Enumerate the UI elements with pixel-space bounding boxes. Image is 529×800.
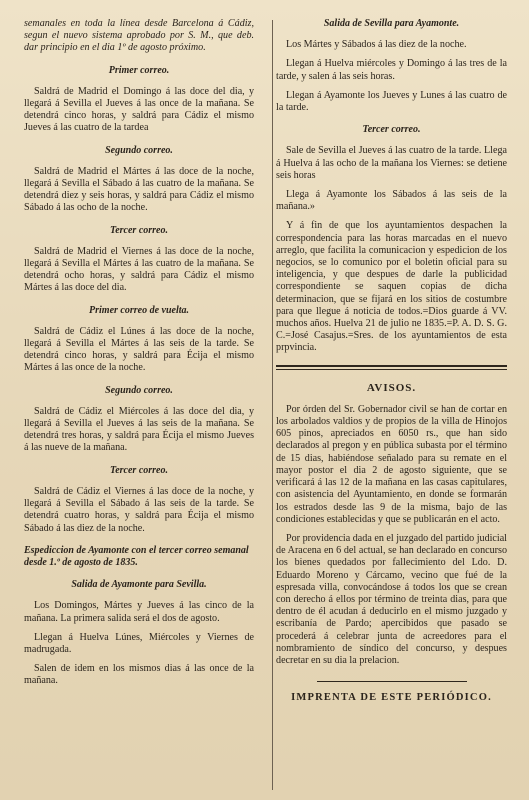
- left-column: [24, 18, 254, 790]
- section-heading: Tercer correo.: [110, 464, 168, 476]
- schedule-paragraph: Los Domingos, Mártes y Jueves á las cinco de la mañana. La primera salida será el dos de agosto.: [24, 600, 255, 624]
- section-text: Saldrá de Madrid el Viernes á las doce de la noche, llegará á Sevilla el Mártes á las cuatro de la mañana. Se detendrá ocho horas, y saldrá para Cádiz el mismo Mártes á las doce del dia.: [24, 245, 255, 294]
- section-heading: Segundo correo.: [105, 384, 173, 396]
- avisos-title: AVISOS.: [366, 381, 417, 394]
- section-heading: Segundo correo.: [105, 144, 173, 156]
- column-divider: [272, 20, 273, 790]
- schedule-paragraph: Llega á Ayamonte los Sábados á las seis de la mañana.»: [276, 189, 507, 213]
- expedition-heading: Espediccion de Ayamonte con el tercer correo semanal desde 1.º de agosto de 1835.: [24, 544, 249, 568]
- schedule-paragraph: Llegan á Huelva Lúnes, Miércoles y Viernes de madrugada.: [24, 631, 255, 655]
- schedule-paragraph: Llegan á Huelva miércoles y Domingo á las tres de la tarde, y salen á las seis horas.: [276, 58, 507, 82]
- section-text: Saldrá de Cádiz el Miércoles á las doce del dia, y llegará á Sevilla el Jueves á las seis de la mañana. Se detendrá tres horas, y saldrá para Écija el mismo Jueves á las nueve de la mañana.: [24, 405, 255, 454]
- section-text: Saldrá de Madrid el Domingo á las doce del dia, y llegará á Sevilla el Jueves á las once de la mañana. Se detendrá cinco horas, y saldrá para Cádiz el mismo Jueves á las cuatro de la tardea: [24, 85, 255, 134]
- two-column-layout: [24, 18, 507, 790]
- section-text: Saldrá de Cádiz el Viernes á las doce de la noche, y llegará á Sevilla el Sábado á las seis de la tarde. Se detendrá cuatro horas, y saldrá para Écija el mismo Sábado á las diez de la noche.: [24, 485, 255, 534]
- aviso-paragraph: Por órden del Sr. Gobernador civil se han de cortar en los arbolados valdios y de propios de la villa de Hinojos 605 pinos, apreciados en 6050 rs., que han sido declarados al pregon y en pública subasta por el término de 15 dias, habiéndose señalado para su remate en el mayor postor el dia 2 de agosto siguiente, que se verificará á las 12 de la mañana en las casas capitulares, con asistencia del Ayuntamiento, en donde se formarán los estrados desde las 9 de la misma, bajo de las condiciones establecidas y que se publicarán en el acto.: [276, 403, 507, 525]
- aviso-paragraph: Por providencia dada en el juzgado del partido judicial de Aracena en 6 del actual, se han declarado en concurso los bienes quedados por fallecimiento del Ldo. D. Eduardo Moreno y Cárcamo, vecino que fué de la espresada villa, convocándose á todos los que se crean con derecho á ellos por término de treinta dias, para que dentro de él acudan á deducirlo en el mismo juzgado y escribanía de Pardo; apercibidos que pasado se procederá á celebrar junta de acreedores para el nombramiento de síndico del concurso, y despues decretar en su dia la prelacion.: [276, 532, 507, 666]
- schedule-paragraph: Salen de idem en los mismos dias á las once de la mañana.: [24, 663, 255, 687]
- salida-sevilla-heading: Salida de Sevilla para Ayamonte.: [323, 18, 460, 29]
- schedule-paragraph: Sale de Sevilla el Jueves á las cuatro de la tarde. Llega á Huelva á las ocho de la mañana los Viernes: se detiene seis horas: [276, 145, 507, 181]
- section-text: Saldrá de Cádiz el Lúnes á las doce de la noche, llegará á Sevilla el Mártes á las seis de la tarde. Se detendrá cinco horas, y saldrá para Écija el mismo Mártes á las once de la noche.: [24, 325, 255, 374]
- intro-text: semanales en toda la línea desde Barcelona á Cádiz, segun el nuevo sistema aprobado por S. M., que deb. dar principio en el dia 1º de agosto próximo.: [24, 18, 255, 54]
- section-heading: Tercer correo.: [110, 224, 168, 236]
- section-heading: Primer correo de vuelta.: [89, 304, 189, 316]
- imprint-line: IMPRENTA DE ESTE PERIÓDICO.: [291, 692, 492, 704]
- right-column: [274, 18, 507, 790]
- salida-ayamonte-heading: Salida de Ayamonte para Sevilla.: [71, 579, 207, 591]
- section-text: Saldrá de Madrid el Mártes á las doce de la noche, llegará á Sevilla el Sábado á las cuatro de la mañana. Se detendrá diez y seis horas, y saldrá para Cádiz el mismo Sábado á las ocho de la noche.: [24, 165, 255, 214]
- section-heading: Primer correo.: [108, 64, 170, 76]
- section-divider: [276, 365, 507, 370]
- footer-divider: [317, 681, 467, 682]
- tercer-correo-heading: Tercer correo.: [362, 124, 421, 136]
- closing-paragraph: Y á fin de que los ayuntamientos despachen la correspondencia para las horas marcadas en el nuevo arreglo, que facilita la comunicacion y espedicion de los negocios, se lo comunico por el boletin oficial para su inteligencia, y que despues de darle la publicidad correspondiente se saquen copias de dicha determinacion, que se fijará en los sitios de costumbre para que llegue á noticia de todos.=Dios guarde á VV. muchos años. Huelva 21 de julio ne 1835.=P. A. D. S. G. C.=José Casajus.=Sres. de los ayuntamientos de esta prpvincia.: [276, 220, 507, 354]
- schedule-paragraph: Los Mártes y Sábados á las diez de la noche.: [286, 39, 467, 51]
- schedule-paragraph: Llegan á Ayamonte los Jueves y Lunes á las cuatro de la tarde.: [276, 89, 507, 114]
